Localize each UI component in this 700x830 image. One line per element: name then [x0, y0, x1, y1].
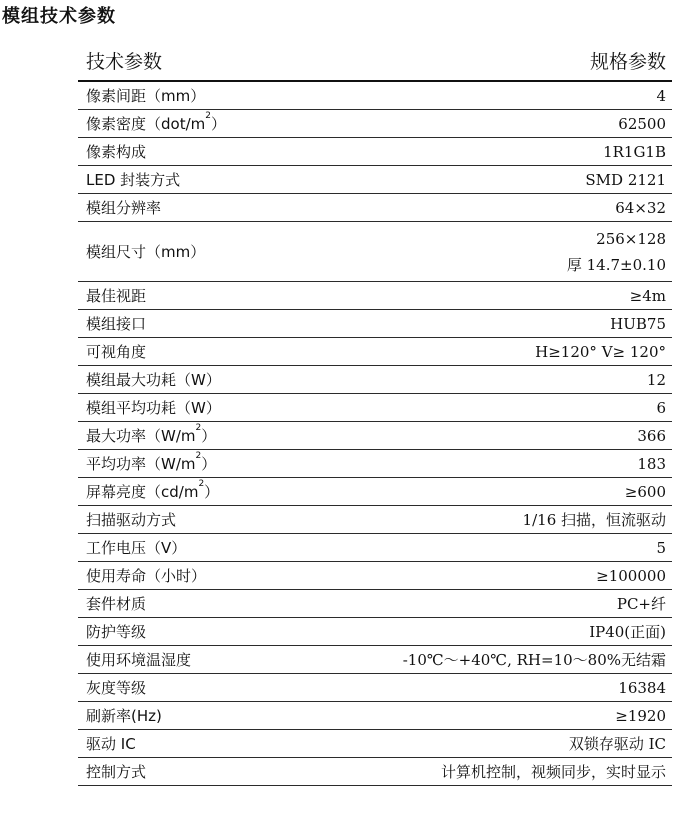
row-value: 12 [646, 370, 666, 389]
table-row [78, 338, 672, 366]
spec-table [78, 40, 672, 786]
row-value-line: 256×128 [596, 229, 666, 248]
row-label: 屏幕亮度$(cd/m^2)$ [86, 479, 220, 501]
row-label: 模组平均功耗（W） [86, 399, 221, 417]
row-label: 灰度等级 [86, 679, 147, 697]
table-row [78, 194, 672, 222]
row-value: ≥100000 [596, 566, 666, 585]
header-param: 技术参数 [86, 50, 163, 73]
row-label: 模组接口 [86, 315, 147, 333]
row-label: 扫描驱动方式 [86, 511, 177, 529]
row-label: 防护等级 [86, 623, 147, 641]
row-label: 模组尺寸（mm） [86, 243, 206, 261]
table-row [78, 730, 672, 758]
row-label: LED 封装方式 [86, 171, 181, 189]
row-label: 控制方式 [86, 763, 147, 781]
page-title: 模组技术参数 [2, 6, 116, 27]
row-value-line: 厚 14.7±0.10 [566, 255, 666, 274]
table-row [78, 282, 672, 310]
row-value: HUB75 [610, 314, 666, 333]
row-value: ≥1920 [615, 706, 666, 725]
row-value: 1R1G1B [603, 142, 666, 161]
row-label: 模组分辨率 [86, 199, 162, 217]
table-row [78, 310, 672, 338]
table-row [78, 534, 672, 562]
table-row [78, 110, 672, 138]
row-label: 最大功率$(W/m^2)$ [86, 423, 217, 445]
row-value: 64×32 [615, 198, 666, 217]
row-value: SMD 2121 [585, 170, 666, 189]
row-value: ≥600 [624, 482, 666, 501]
table-row [78, 646, 672, 674]
table-row [78, 702, 672, 730]
row-value: 4 [656, 86, 666, 105]
table-row [78, 478, 672, 506]
row-label: 刷新率(Hz) [86, 707, 162, 725]
table-row [78, 758, 672, 786]
row-label: 像素间距（mm） [86, 87, 206, 105]
row-value: ≥4m [629, 286, 666, 305]
row-label: 驱动 IC [86, 735, 136, 753]
table-row [78, 394, 672, 422]
table-row [78, 166, 672, 194]
row-label: 像素密度$(dot/m^2)$ [86, 111, 226, 133]
row-value: 1/16 扫描，恒流驱动 [522, 511, 666, 529]
row-label: 最佳视距 [86, 287, 147, 305]
row-value: 双锁存驱动 IC [568, 735, 666, 753]
row-value: 6 [656, 398, 666, 417]
table-row [78, 422, 672, 450]
row-value: 计算机控制，视频同步，实时显示 [440, 763, 666, 781]
table-row [78, 562, 672, 590]
row-value: 16384 [618, 678, 666, 697]
row-value: 5 [656, 538, 666, 557]
table-row [78, 618, 672, 646]
table-row [78, 82, 672, 110]
table-row [78, 450, 672, 478]
table-row [78, 366, 672, 394]
row-value: H≥120° V≥ 120° [535, 342, 666, 361]
table-row [78, 506, 672, 534]
row-label: 工作电压（V） [86, 539, 187, 557]
row-value: IP40(正面) [589, 623, 666, 641]
row-value: -10℃～+40℃, RH=10～80%无结霜 [402, 651, 666, 669]
row-label: 套件材质 [86, 595, 147, 613]
row-label: 使用环境温湿度 [86, 651, 192, 669]
row-label: 使用寿命（小时） [86, 567, 207, 585]
table-row [78, 674, 672, 702]
table-row [78, 590, 672, 618]
row-value: 366 [637, 426, 666, 445]
table-header [78, 40, 672, 82]
header-spec: 规格参数 [589, 50, 666, 73]
row-value: PC+纤 [616, 595, 666, 613]
row-label: 可视角度 [86, 343, 147, 361]
row-label: 模组最大功耗（W） [86, 371, 221, 389]
row-value: 62500 [618, 114, 666, 133]
row-label: 平均功率$(W/m^2)$ [86, 451, 217, 473]
row-value: 183 [637, 454, 666, 473]
row-label: 像素构成 [86, 143, 147, 161]
table-row [78, 138, 672, 166]
row-value [567, 226, 666, 278]
table-row [78, 222, 672, 282]
